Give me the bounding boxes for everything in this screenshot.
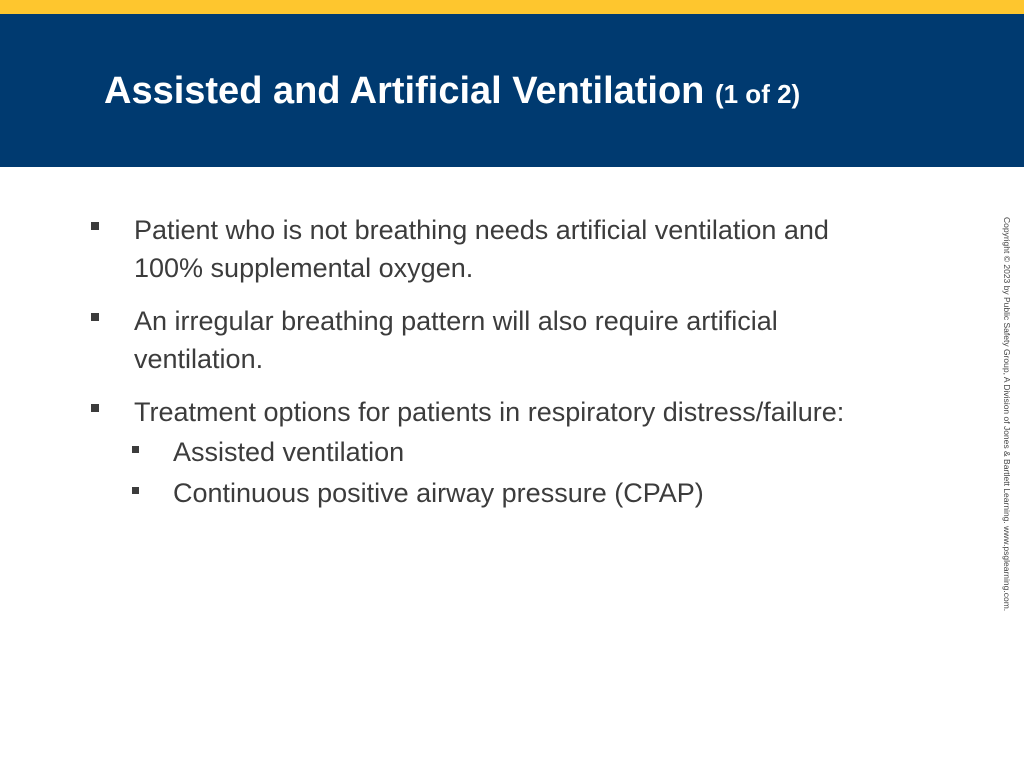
list-item (88, 211, 888, 287)
square-bullet-icon (91, 313, 99, 321)
top-accent-stripe (0, 0, 1024, 14)
square-bullet-icon (91, 222, 99, 230)
sub-list-item (134, 474, 888, 512)
bullet-text: Patient who is not breathing needs artificial ventilation and 100% supplemental oxygen. (134, 215, 829, 283)
sub-bullet-text: Assisted ventilation (173, 437, 405, 467)
bullet-text: Treatment options for patients in respiratory distress/failure: (134, 397, 845, 427)
list-item (88, 393, 888, 512)
bullet-list (88, 211, 888, 512)
sub-bullet-text: Continuous positive airway pressure (CPAP) (173, 478, 704, 508)
bullet-text: An irregular breathing pattern will also require artificial ventilation. (134, 306, 778, 374)
list-item (88, 302, 888, 378)
slide-title-suffix: (1 of 2) (714, 79, 801, 109)
slide-title-main: Assisted and Artificial Ventilation (104, 70, 705, 112)
square-bullet-icon (132, 446, 139, 453)
sub-list-item (134, 433, 888, 471)
slide-content (88, 211, 888, 527)
slide-title (104, 68, 800, 117)
copyright-notice: Copyright © 2023 by Public Safety Group, A Division of Jones & Bartlett Learning. www.psglearning.com. (1002, 217, 1012, 612)
square-bullet-icon (132, 487, 139, 494)
square-bullet-icon (91, 404, 99, 412)
sub-bullet-list (134, 433, 888, 512)
